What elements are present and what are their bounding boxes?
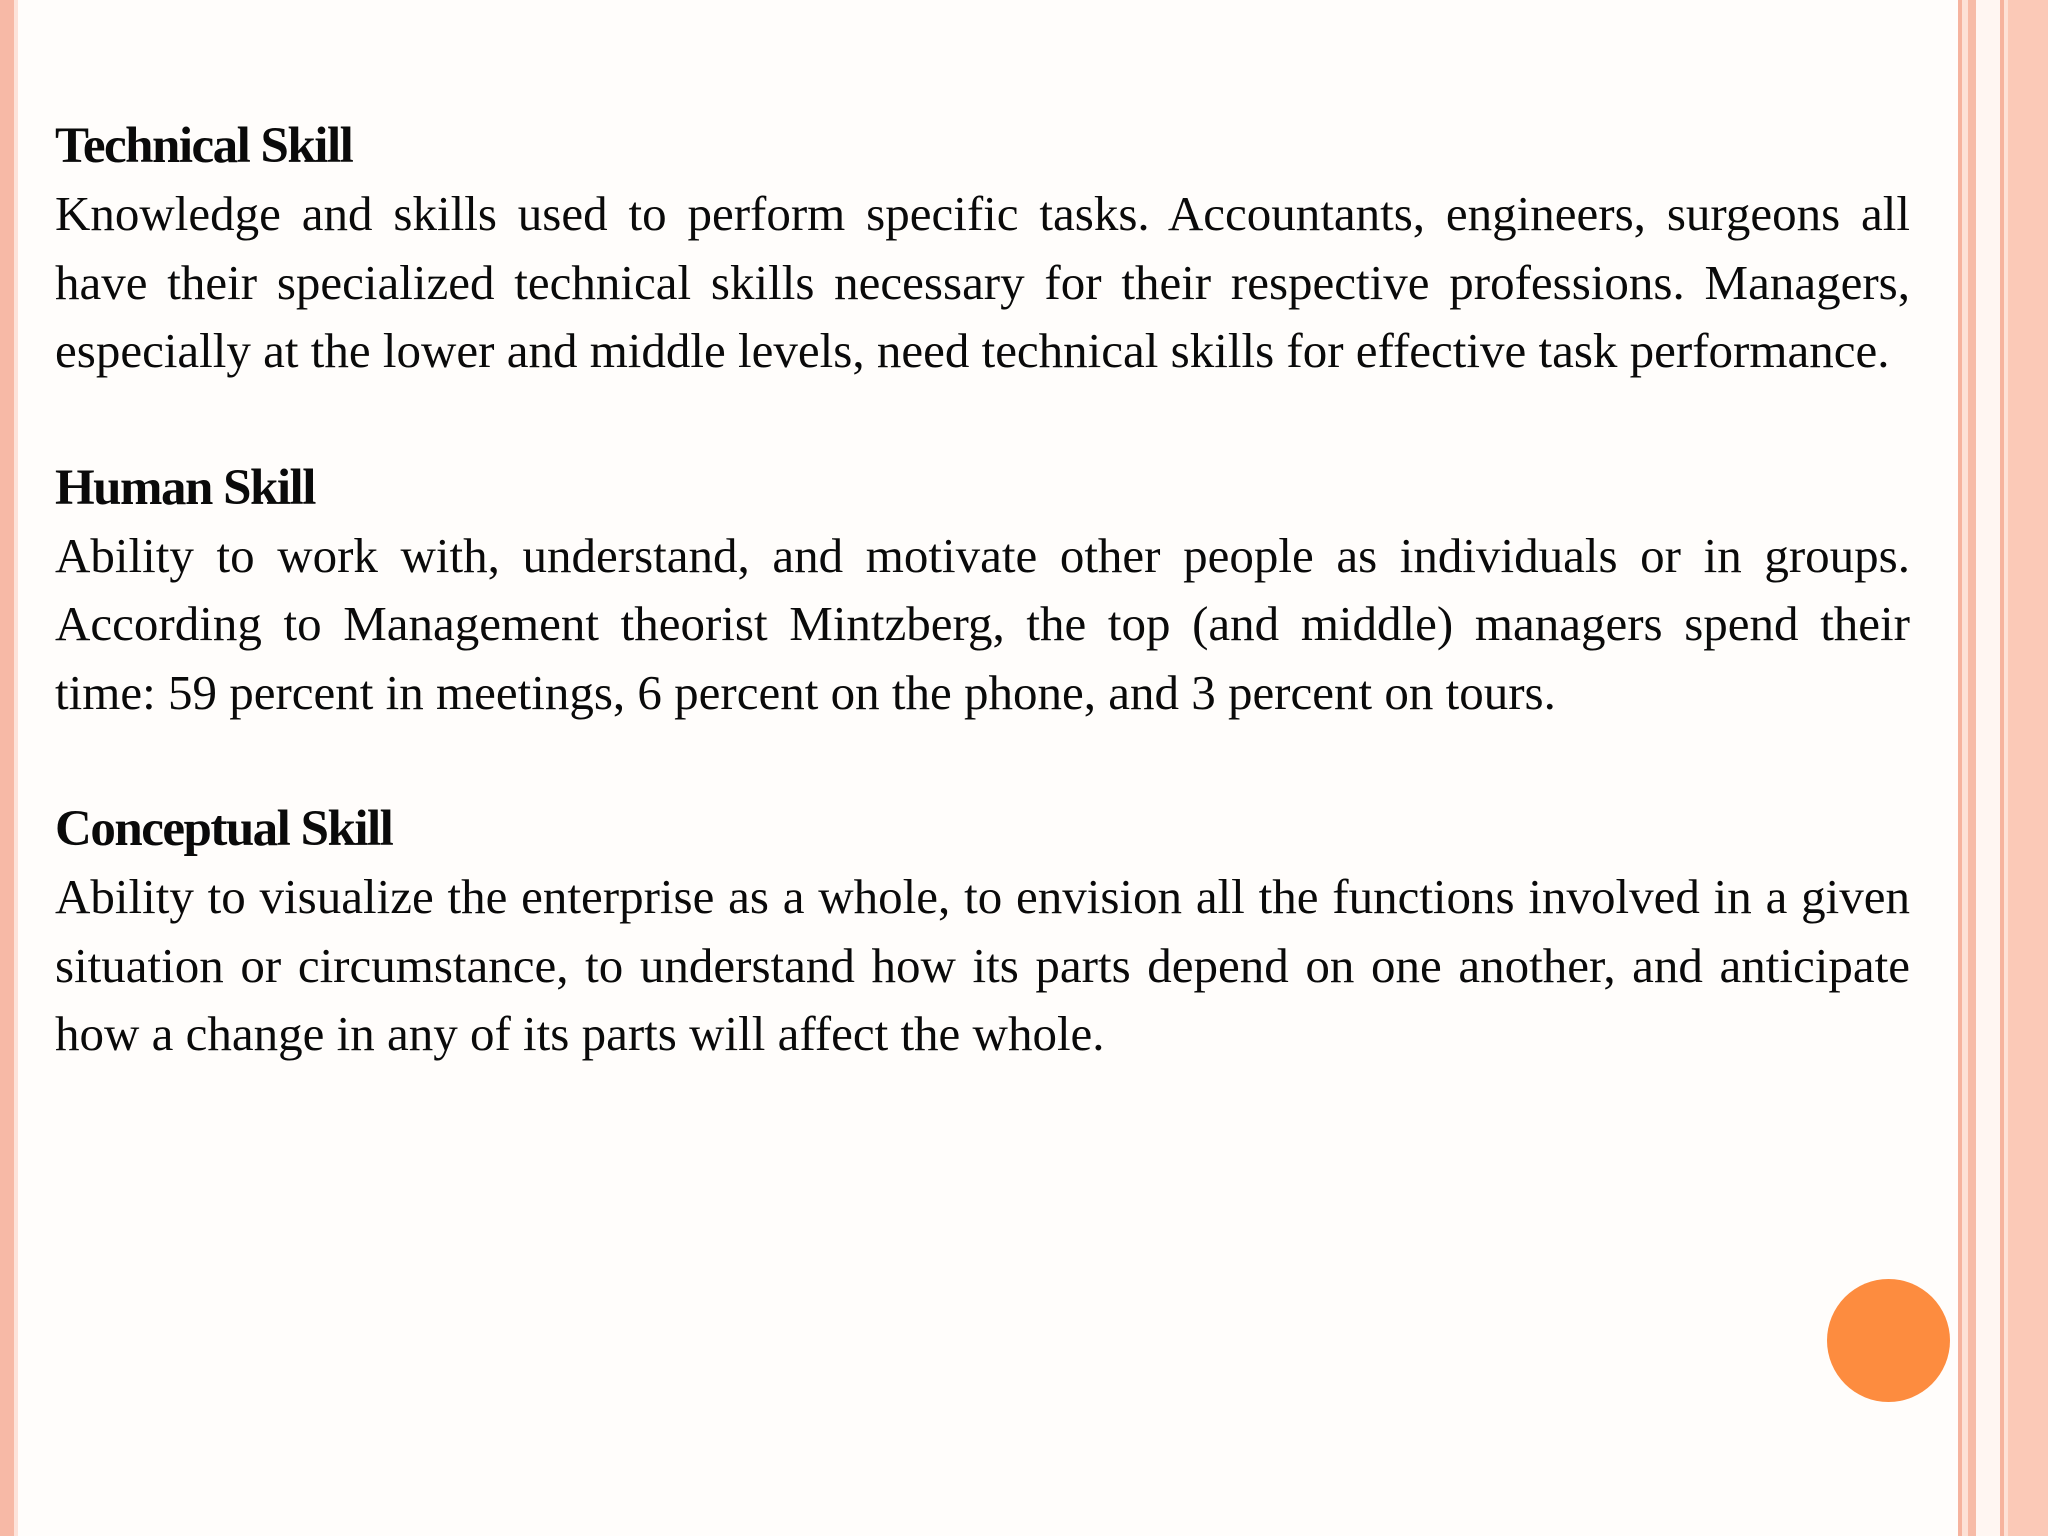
section-body: Knowledge and skills used to perform specific tasks. Accountants, engineers, surgeons all have their specialized technical skills necessary for their respective professions. Managers, especially at the lower and middle levels, need technical skills for effective task performance. <box>55 186 1910 378</box>
section-heading: Conceptual Skill <box>55 801 393 857</box>
section-technical-skill <box>55 112 1910 386</box>
section-human-skill <box>55 454 1910 728</box>
right-stripe-decoration <box>1958 0 2048 1536</box>
section-heading: Technical Skill <box>55 118 353 174</box>
stripe <box>1976 0 2000 1536</box>
slide-content <box>55 112 1910 1137</box>
section-heading: Human Skill <box>55 459 315 516</box>
stripe <box>1968 0 1976 1536</box>
section-conceptual-skill <box>55 795 1910 1069</box>
section-body: Ability to work with, understand, and motivate other people as individuals or in groups. According to Management theorist Mintzberg, the top (and middle) managers spend their time: 59 percent in meetings, 6 percent on the phone, and 3 percent on tours. <box>55 527 1910 720</box>
orange-circle-decoration <box>1827 1279 1950 1402</box>
section-body: Ability to visualize the enterprise as a whole, to envision all the functions involved in a given situation or circumstance, to understand how its parts depend on one another, and anticipate how a change in any of its parts will affect the whole. <box>55 869 1910 1061</box>
stripe <box>2008 0 2048 1536</box>
left-border-decoration <box>0 0 14 1536</box>
